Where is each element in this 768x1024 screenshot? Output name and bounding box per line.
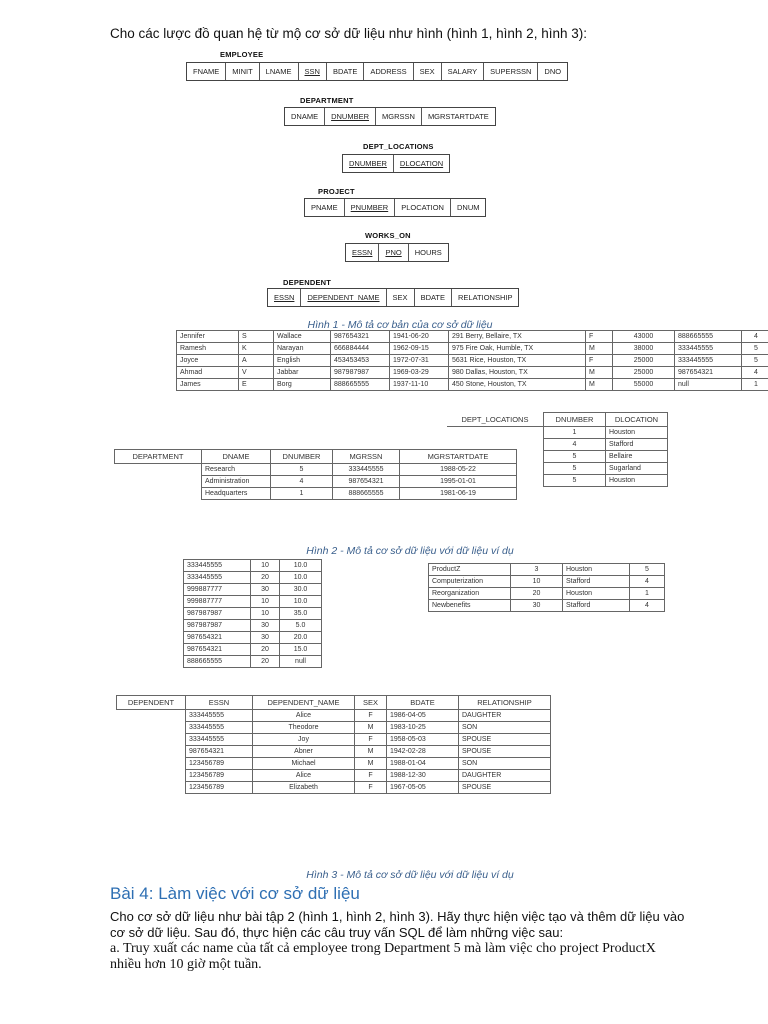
table-row: [117, 734, 551, 746]
employee-cell: 1969-03-29: [390, 367, 449, 379]
schema-employee-col: SSN: [299, 63, 327, 80]
table-header-row: [447, 413, 668, 427]
dept-locations-cell: Houston: [606, 427, 668, 439]
schema-employee-col: BDATE: [327, 63, 364, 80]
project-cell: 1: [630, 588, 665, 600]
dependent-cell: SPOUSE: [459, 734, 551, 746]
dependent-cell: SPOUSE: [459, 746, 551, 758]
schema-department-col: DNUMBER: [325, 108, 376, 125]
schema-department-name: DEPARTMENT: [300, 96, 354, 105]
blank-cell: [115, 488, 202, 500]
works-on-cell: 10.0: [280, 596, 322, 608]
employee-cell: 5631 Rice, Houston, TX: [449, 355, 586, 367]
schema-employee-col: MINIT: [226, 63, 259, 80]
works-on-cell: 999887777: [184, 584, 251, 596]
department-cell: 1: [271, 488, 333, 500]
works-on-cell: 10.0: [280, 560, 322, 572]
dependent-cell: SPOUSE: [459, 782, 551, 794]
employee-cell: 987987987: [331, 367, 390, 379]
schema-project-col: PLOCATION: [395, 199, 451, 216]
dependent-cell: 1986-04-05: [387, 710, 459, 722]
works-on-cell: 5.0: [280, 620, 322, 632]
schema-dept-locations-col: DNUMBER: [343, 155, 394, 172]
dependent-cell: Abner: [253, 746, 355, 758]
table-label: DEPARTMENT: [115, 450, 202, 464]
dependent-cell: 333445555: [186, 710, 253, 722]
table-row: [177, 355, 768, 367]
works-on-cell: null: [280, 656, 322, 668]
employee-cell: M: [586, 343, 613, 355]
employee-cell: V: [239, 367, 274, 379]
project-cell: Computerization: [429, 576, 511, 588]
employee-cell: F: [586, 331, 613, 343]
table-row: [447, 427, 668, 439]
works-on-cell: 35.0: [280, 608, 322, 620]
schema-project-name: PROJECT: [318, 187, 355, 196]
table-row: [117, 782, 551, 794]
employee-cell: 5: [742, 343, 768, 355]
schema-employee-col: ADDRESS: [364, 63, 413, 80]
employee-cell: M: [586, 379, 613, 391]
schema-dependent-col: BDATE: [415, 289, 452, 306]
table-row: [117, 770, 551, 782]
department-cell: Administration: [202, 476, 271, 488]
dept-locations-cell: 1: [544, 427, 606, 439]
dependent-cell: 1958-05-03: [387, 734, 459, 746]
dept-locations-cell: 5: [544, 463, 606, 475]
dependent-cell: SON: [459, 758, 551, 770]
column-header: BDATE: [387, 696, 459, 710]
employee-cell: English: [274, 355, 331, 367]
dependent-cell: Joy: [253, 734, 355, 746]
project-data-table: [428, 563, 665, 612]
works-on-cell: 987987987: [184, 620, 251, 632]
employee-cell: 25000: [613, 355, 675, 367]
dependent-cell: DAUGHTER: [459, 710, 551, 722]
table-row: [184, 632, 322, 644]
project-cell: 4: [630, 576, 665, 588]
column-header: DEPENDENT_NAME: [253, 696, 355, 710]
table-row: [429, 600, 665, 612]
section-heading: Bài 4: Làm việc với cơ sở dữ liệu: [110, 884, 360, 903]
dependent-cell: Alice: [253, 710, 355, 722]
exercise-question-a: a. Truy xuất các name của tất cả employee trong Department 5 mà làm việc cho project ProductX nhiều hơn 10 giờ một tuần.: [110, 941, 656, 972]
schema-dependent-name: DEPENDENT: [283, 278, 332, 287]
works-on-cell: 987654321: [184, 644, 251, 656]
employee-cell: 1972-07-31: [390, 355, 449, 367]
works-on-cell: 333445555: [184, 560, 251, 572]
table-row: [177, 343, 768, 355]
schema-project-col: DNUM: [456, 203, 480, 212]
department-cell: 333445555: [333, 464, 400, 476]
employee-cell: Jabbar: [274, 367, 331, 379]
employee-cell: K: [239, 343, 274, 355]
table-row: [184, 608, 322, 620]
employee-data-table: [176, 330, 768, 391]
schema-employee-col: FNAME: [187, 63, 226, 80]
employee-cell: Ahmad: [177, 367, 239, 379]
project-cell: Stafford: [563, 576, 630, 588]
column-header: DLOCATION: [606, 413, 668, 427]
works-on-cell: 20: [251, 572, 280, 584]
employee-cell: 980 Dallas, Houston, TX: [449, 367, 586, 379]
employee-cell: F: [586, 355, 613, 367]
schema-dept-locations-col: DLOCATION: [399, 159, 444, 168]
blank-cell: [117, 734, 186, 746]
schema-works-on-name: WORKS_ON: [365, 231, 411, 240]
dept-locations-cell: Houston: [606, 475, 668, 487]
employee-cell: Ramesh: [177, 343, 239, 355]
project-cell: Newbenefits: [429, 600, 511, 612]
department-cell: 1988-05-22: [400, 464, 517, 476]
dependent-cell: M: [355, 758, 387, 770]
works-on-data-table: [183, 559, 322, 668]
dept-locations-cell: 5: [544, 451, 606, 463]
dependent-cell: 123456789: [186, 782, 253, 794]
department-cell: Headquarters: [202, 488, 271, 500]
blank-cell: [117, 710, 186, 722]
works-on-cell: 888665555: [184, 656, 251, 668]
works-on-cell: 30: [251, 584, 280, 596]
dependent-cell: F: [355, 734, 387, 746]
dependent-cell: 1988-01-04: [387, 758, 459, 770]
project-cell: Reorganization: [429, 588, 511, 600]
schema-employee-col: LNAME: [260, 63, 299, 80]
column-header: MGRSSN: [333, 450, 400, 464]
employee-cell: S: [239, 331, 274, 343]
employee-cell: 38000: [613, 343, 675, 355]
employee-cell: 987654321: [331, 331, 390, 343]
works-on-cell: 999887777: [184, 596, 251, 608]
schema-project-col: PNAME: [305, 199, 345, 216]
project-cell: 20: [511, 588, 563, 600]
schema-employee: [186, 62, 568, 81]
employee-cell: 1962-09-15: [390, 343, 449, 355]
employee-cell: 888665555: [675, 331, 742, 343]
department-cell: 888665555: [333, 488, 400, 500]
schema-department-col: MGRSTARTDATE: [427, 112, 489, 121]
dependent-cell: Elizabeth: [253, 782, 355, 794]
dependent-cell: F: [355, 770, 387, 782]
works-on-cell: 987654321: [184, 632, 251, 644]
employee-cell: 987654321: [675, 367, 742, 379]
employee-cell: 1941-06-20: [390, 331, 449, 343]
schema-dept-locations-name: DEPT_LOCATIONS: [363, 142, 434, 151]
caption-figure-3: Hình 3 - Mô tả cơ sở dữ liệu với dữ liệu ví dụ: [306, 869, 514, 881]
schema-project-col: PNUMBER: [345, 199, 396, 216]
department-cell: 1995-01-01: [400, 476, 517, 488]
project-cell: Houston: [563, 588, 630, 600]
table-row: [184, 584, 322, 596]
dependent-cell: 987654321: [186, 746, 253, 758]
schema-department-col: DNAME: [285, 108, 325, 125]
column-header: ESSN: [186, 696, 253, 710]
works-on-cell: 10: [251, 596, 280, 608]
project-cell: 10: [511, 576, 563, 588]
works-on-cell: 15.0: [280, 644, 322, 656]
employee-cell: 975 Fire Oak, Humble, TX: [449, 343, 586, 355]
column-header: DNUMBER: [271, 450, 333, 464]
dependent-cell: M: [355, 746, 387, 758]
employee-cell: 666884444: [331, 343, 390, 355]
blank-cell: [117, 722, 186, 734]
table-row: [184, 572, 322, 584]
project-cell: 4: [630, 600, 665, 612]
table-row: [115, 476, 517, 488]
table-row: [117, 746, 551, 758]
dependent-cell: Alice: [253, 770, 355, 782]
dept-locations-cell: Sugarland: [606, 463, 668, 475]
works-on-cell: 333445555: [184, 572, 251, 584]
works-on-cell: 30: [251, 632, 280, 644]
schema-works-on-col: PNO: [379, 244, 408, 261]
table-row: [429, 564, 665, 576]
dependent-data-table: [116, 695, 551, 794]
table-row: [115, 464, 517, 476]
employee-cell: 5: [742, 355, 768, 367]
schema-works-on: [345, 243, 449, 262]
dependent-cell: SON: [459, 722, 551, 734]
department-cell: 4: [271, 476, 333, 488]
table-row: [184, 560, 322, 572]
employee-cell: 453453453: [331, 355, 390, 367]
dependent-cell: 123456789: [186, 770, 253, 782]
employee-cell: Jennifer: [177, 331, 239, 343]
schema-works-on-col: ESSN: [346, 244, 379, 261]
project-cell: 5: [630, 564, 665, 576]
employee-cell: 4: [742, 331, 768, 343]
project-cell: ProductZ: [429, 564, 511, 576]
blank-cell: [117, 782, 186, 794]
dependent-cell: Theodore: [253, 722, 355, 734]
blank-cell: [447, 427, 544, 439]
table-row: [177, 367, 768, 379]
dept-locations-cell: 5: [544, 475, 606, 487]
project-cell: Houston: [563, 564, 630, 576]
table-row: [184, 644, 322, 656]
schema-department: [284, 107, 496, 126]
table-row: [115, 488, 517, 500]
schema-works-on-col: HOURS: [414, 248, 442, 257]
blank-cell: [117, 770, 186, 782]
dependent-cell: 1967-05-05: [387, 782, 459, 794]
department-data-table: [114, 449, 517, 500]
works-on-cell: 20.0: [280, 632, 322, 644]
works-on-cell: 10: [251, 608, 280, 620]
schema-dependent-col: DEPENDENT_NAME: [301, 289, 386, 306]
blank-cell: [117, 746, 186, 758]
employee-cell: 888665555: [331, 379, 390, 391]
works-on-cell: 10.0: [280, 572, 322, 584]
exercise-intro: Cho cơ sở dữ liệu như bài tập 2 (hình 1, hình 2, hình 3). Hãy thực hiện việc tạo và thêm dữ liệu vào cơ sở dữ liệu. Sau đó, thực hiện các câu truy vấn SQL để làm những việc sau:: [110, 909, 685, 940]
dept-locations-cell: Stafford: [606, 439, 668, 451]
project-cell: 3: [511, 564, 563, 576]
employee-cell: M: [586, 367, 613, 379]
blank-cell: [115, 464, 202, 476]
employee-cell: 1937-11-10: [390, 379, 449, 391]
table-row: [184, 620, 322, 632]
schema-employee-col: SEX: [414, 63, 442, 80]
schema-dependent: [267, 288, 519, 307]
dependent-cell: F: [355, 710, 387, 722]
works-on-cell: 30: [251, 620, 280, 632]
dependent-cell: 333445555: [186, 734, 253, 746]
intro-text: Cho các lược đồ quan hệ từ mộ cơ sở dữ liệu như hình (hình 1, hình 2, hình 3):: [110, 26, 587, 41]
table-row: [117, 722, 551, 734]
employee-cell: null: [675, 379, 742, 391]
dept-locations-cell: 4: [544, 439, 606, 451]
caption-figure-1: Hình 1 - Mô tả cơ bản của cơ sở dữ liệu: [307, 319, 493, 331]
dept-locations-cell: Bellaire: [606, 451, 668, 463]
table-row: [117, 758, 551, 770]
schema-employee-col: SUPERSSN: [484, 63, 538, 80]
table-row: [177, 331, 768, 343]
column-header: RELATIONSHIP: [459, 696, 551, 710]
schema-employee-col: SALARY: [442, 63, 484, 80]
employee-cell: 291 Berry, Bellaire, TX: [449, 331, 586, 343]
schema-dependent-col: ESSN: [268, 289, 301, 306]
dependent-cell: M: [355, 722, 387, 734]
schema-dependent-col: SEX: [387, 289, 415, 306]
schema-dependent-col: RELATIONSHIP: [458, 293, 513, 302]
works-on-cell: 987987987: [184, 608, 251, 620]
employee-cell: 43000: [613, 331, 675, 343]
dependent-cell: 1988-12-30: [387, 770, 459, 782]
caption-figure-2: Hình 2 - Mô tả cơ sở dữ liệu với dữ liệu ví dụ: [306, 545, 514, 557]
department-cell: 1981-06-19: [400, 488, 517, 500]
blank-cell: [115, 476, 202, 488]
schema-department-col: MGRSSN: [376, 108, 422, 125]
table-row: [177, 379, 768, 391]
employee-cell: James: [177, 379, 239, 391]
employee-cell: Borg: [274, 379, 331, 391]
employee-cell: 450 Stone, Houston, TX: [449, 379, 586, 391]
dependent-cell: DAUGHTER: [459, 770, 551, 782]
employee-cell: Joyce: [177, 355, 239, 367]
dependent-cell: Michael: [253, 758, 355, 770]
employee-cell: E: [239, 379, 274, 391]
table-row: [429, 588, 665, 600]
department-cell: Research: [202, 464, 271, 476]
employee-cell: 333445555: [675, 343, 742, 355]
table-header-row: [117, 696, 551, 710]
column-header: SEX: [355, 696, 387, 710]
project-cell: Stafford: [563, 600, 630, 612]
schema-employee-col: DNO: [544, 67, 562, 76]
dependent-cell: 1942-02-28: [387, 746, 459, 758]
exercise-text: [110, 909, 690, 973]
employee-cell: Wallace: [274, 331, 331, 343]
table-row: [184, 656, 322, 668]
dependent-cell: 333445555: [186, 722, 253, 734]
column-header: DNUMBER: [544, 413, 606, 427]
department-cell: 987654321: [333, 476, 400, 488]
table-label: DEPT_LOCATIONS: [447, 413, 544, 427]
works-on-cell: 20: [251, 644, 280, 656]
department-cell: 5: [271, 464, 333, 476]
dependent-cell: 123456789: [186, 758, 253, 770]
employee-cell: 55000: [613, 379, 675, 391]
employee-cell: A: [239, 355, 274, 367]
employee-cell: Narayan: [274, 343, 331, 355]
works-on-cell: 30.0: [280, 584, 322, 596]
employee-cell: 333445555: [675, 355, 742, 367]
column-header: MGRSTARTDATE: [400, 450, 517, 464]
table-label: DEPENDENT: [117, 696, 186, 710]
column-header: DNAME: [202, 450, 271, 464]
works-on-cell: 20: [251, 656, 280, 668]
schema-employee-name: EMPLOYEE: [220, 50, 264, 59]
project-cell: 30: [511, 600, 563, 612]
schema-dept-locations: [342, 154, 450, 173]
works-on-cell: 10: [251, 560, 280, 572]
employee-cell: 25000: [613, 367, 675, 379]
blank-cell: [117, 758, 186, 770]
table-row: [429, 576, 665, 588]
table-row: [184, 596, 322, 608]
employee-cell: 4: [742, 367, 768, 379]
dependent-cell: 1983-10-25: [387, 722, 459, 734]
dependent-cell: F: [355, 782, 387, 794]
schema-project: [304, 198, 486, 217]
employee-cell: 1: [742, 379, 768, 391]
table-header-row: [115, 450, 517, 464]
table-row: [117, 710, 551, 722]
